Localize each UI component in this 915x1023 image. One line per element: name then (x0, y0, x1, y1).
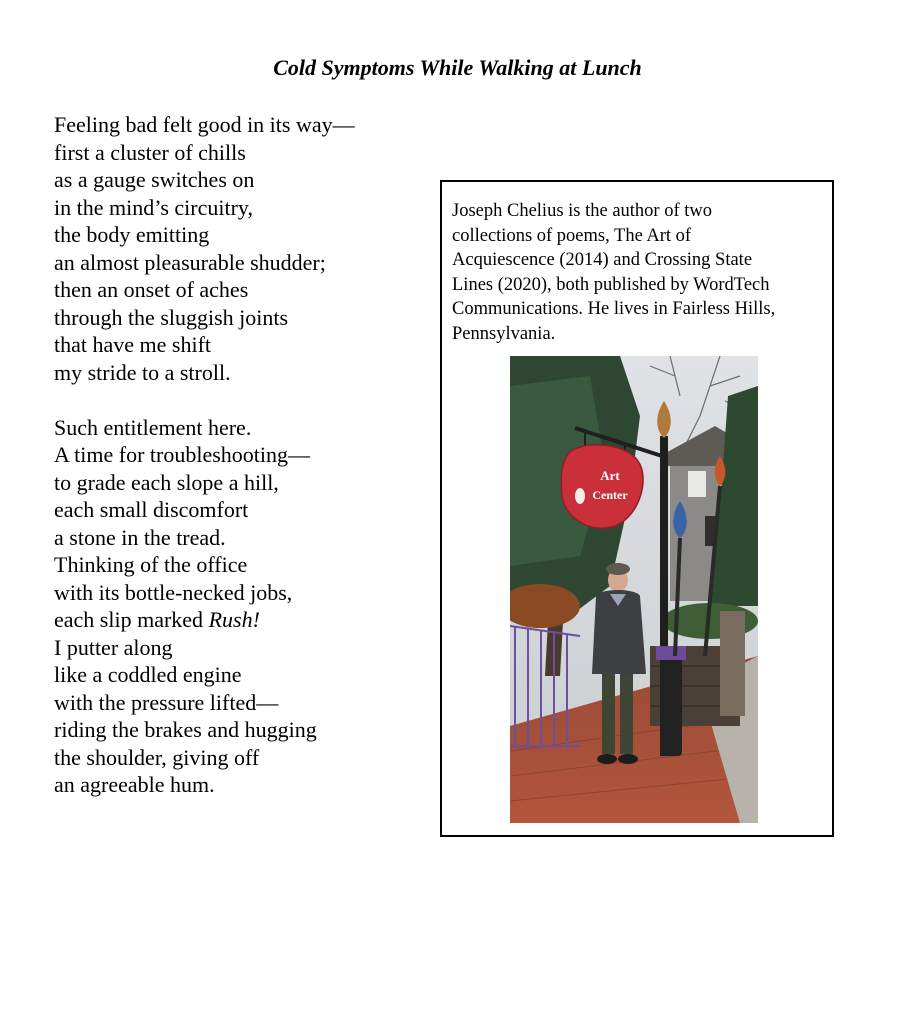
poem-line: riding the brakes and hugging (54, 717, 317, 742)
poem-line: with the pressure lifted— (54, 689, 279, 715)
poem-line: my stride to a stroll. (54, 359, 231, 385)
author-bio-box (440, 180, 834, 837)
poem-line: as a gauge switches on (54, 167, 255, 192)
emphasis-word: Rush! (208, 607, 260, 632)
poem-line: in the mind’s circuitry, (54, 194, 253, 220)
poem-line: like a coddled engine (54, 662, 242, 687)
bio-line: Communications. He lives in Fairless Hills, (452, 299, 776, 319)
poem-line: the body emitting (54, 222, 210, 247)
stanza-break (54, 386, 355, 414)
poem-line: each small discomfort (54, 497, 249, 522)
poem-line: first a cluster of chills (54, 139, 246, 165)
poem-line: to grade each slope a hill, (54, 469, 279, 495)
poem-line (54, 606, 355, 634)
author-bio (452, 199, 828, 346)
bio-line: Acquiescence (2014) and Crossing State (452, 250, 753, 270)
poem-title: Cold Symptoms While Walking at Lunch (273, 55, 642, 80)
author-photo (510, 356, 758, 823)
poem-line: an almost pleasurable shudder; (54, 249, 326, 275)
poem-line: an agreeable hum. (54, 772, 215, 797)
poem-line: Thinking of the office (54, 552, 248, 577)
poem-line: that have me shift (54, 332, 212, 357)
poem-line: I putter along (54, 634, 173, 660)
poem-line: Such entitlement here. (54, 414, 252, 440)
poem-line: through the sluggish joints (54, 304, 289, 330)
poem-line-text: each slip marked (54, 607, 209, 632)
bio-line: Lines (2020), both published by WordTech (452, 274, 770, 295)
poem-line: a stone in the tread. (54, 524, 226, 550)
poem-line: with its bottle-necked jobs, (54, 579, 293, 605)
poem-line: the shoulder, giving off (54, 744, 260, 770)
bio-line: collections of poems, The Art of (452, 225, 692, 246)
sign-text-center: Center (592, 488, 628, 502)
poem-line: Feeling bad felt good in its way— (54, 112, 355, 137)
poem-line: then an onset of aches (54, 277, 249, 302)
sign-text-art: Art (600, 468, 620, 483)
bio-line: Joseph Chelius is the author of two (452, 201, 713, 221)
bio-line: Pennsylvania. (452, 323, 556, 344)
poem-body (54, 111, 355, 799)
poem-line: A time for troubleshooting— (54, 442, 311, 467)
